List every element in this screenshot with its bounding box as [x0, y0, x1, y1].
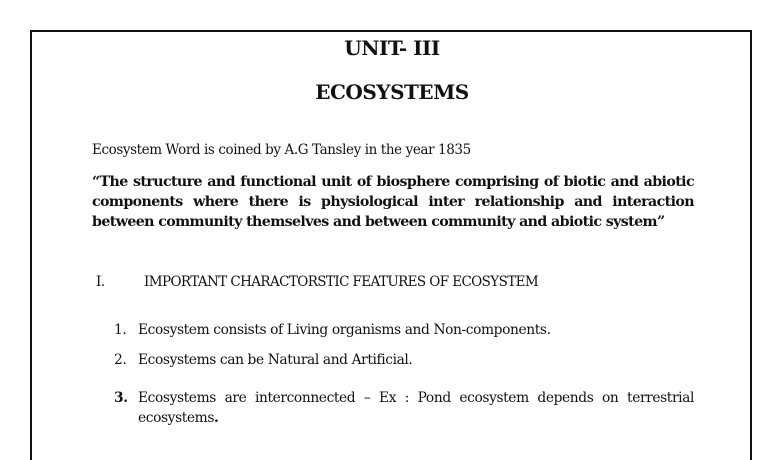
section-heading: [96, 274, 538, 290]
list-item-text: Ecosystems can be Natural and Artificial.: [138, 352, 413, 368]
list-item-text-body: Ecosystems are interconnected – Ex : Pond ecosystem depends on terrestrial ecosystems: [138, 390, 694, 426]
intro-text: Ecosystem Word is coined by A.G Tansley in the year 1835: [92, 142, 471, 158]
definition-text: “The structure and functional unit of biosphere comprising of biotic and abiotic components where there is physiological inter relationship and interaction between community themselves and between community and abiotic system”: [92, 174, 694, 230]
section-number: I.: [96, 274, 105, 290]
list-item-number: 1.: [114, 322, 127, 338]
list-item-period: .: [214, 410, 219, 426]
list-item-text: Ecosystem consists of Living organisms and Non-components.: [138, 322, 551, 338]
section-title: IMPORTANT CHARACTORSTIC FEATURES OF ECOSYSTEM: [144, 274, 539, 290]
page-title: ECOSYSTEMS: [315, 80, 469, 104]
list-item-text: [138, 388, 694, 428]
unit-heading: UNIT- III: [344, 36, 440, 60]
list-item-number: 3.: [114, 390, 128, 406]
list-item-number: 2.: [114, 352, 127, 368]
